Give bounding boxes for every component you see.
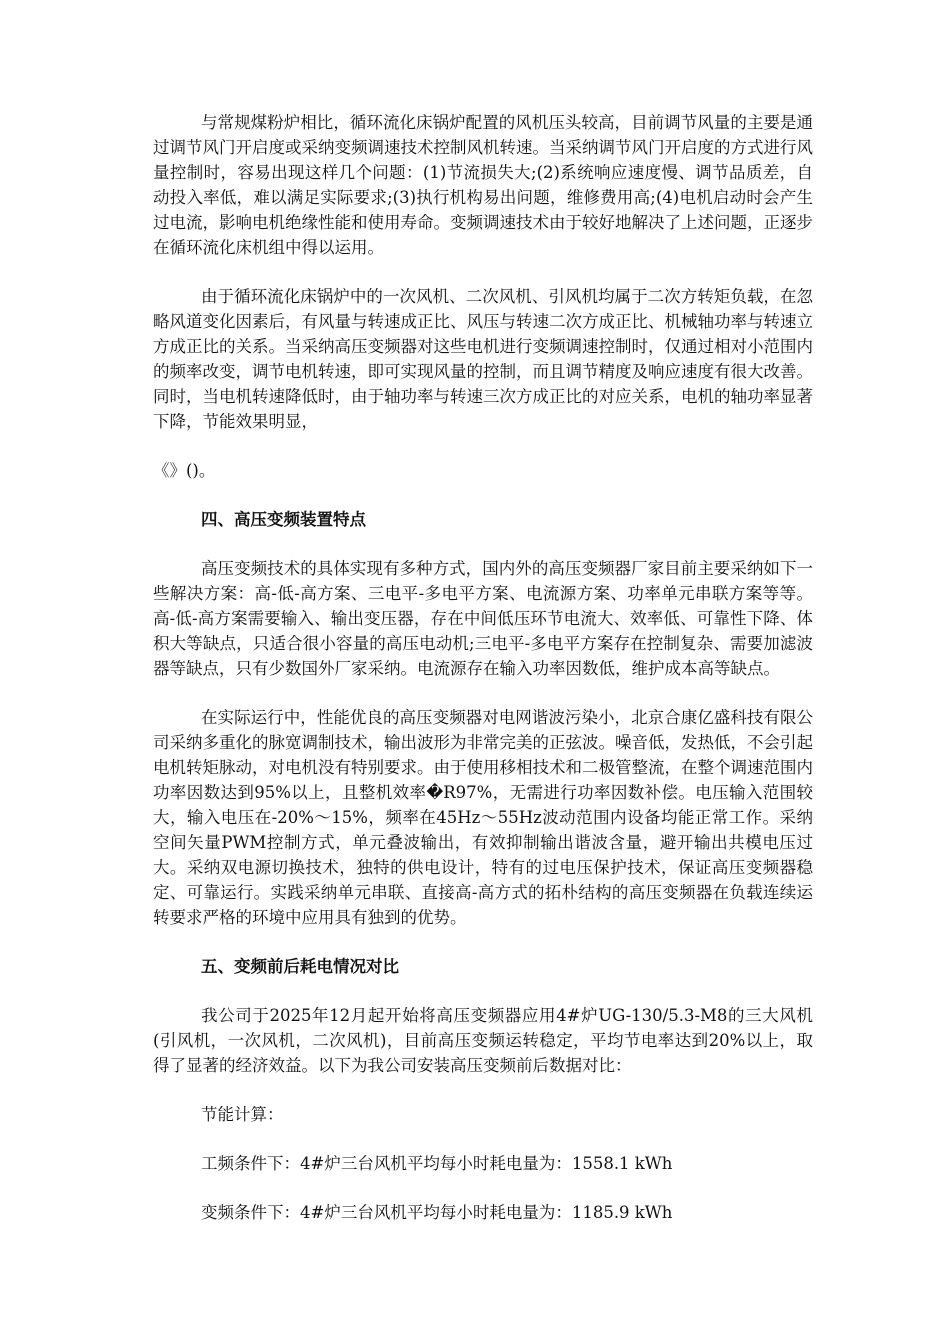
paragraph-solutions: 高压变频技术的具体实现有多种方式，国内外的高压变频器厂家目前主要采纳如下一些解决方案：高-低-高方案、三电平-多电平方案、电流源方案、功率单元串联方案等等。高-低-高方案需要输入、输出变压器，存在中间低压环节电流大、效率低、可靠性下降、体积大等缺点，只适合很小容量的高压电动机;三电平-多电平方案存在控制复杂、需要加滤波器等缺点，只有少数国外厂家采纳。电流源存在输入功率因数低，维护成本高等缺点。 [153,559,813,678]
paragraph-citation-marks: 《》()。 [153,461,216,480]
section-heading-power-comparison: 五、变频前后耗电情况对比 [201,957,399,976]
paragraph-company-application: 我公司于2025年12月起开始将高压变频器应用4#炉UG-130/5.3-M8的三大风机(引风机，一次风机，二次风机)，目前高压变频运转稳定，平均节电率达到20%以上，取得了显著的经济效益。以下为我公司安装高压变频前后数据对比： [153,1006,813,1075]
energy-calculation-label: 节能计算： [201,1105,284,1124]
document-body [153,110,813,1249]
paragraph-torque-load: 由于循环流化床锅炉中的一次风机、二次风机、引风机均属于二次方转矩负载，在忽略风道变化因素后，有风量与转速成正比、风压与转速二次方成正比、机械轴功率与转速立方成正比的关系。当采纳高压变频器对这些电机进行变频调速控制时，仅通过相对小范围内的频率改变，调节电机转速，即可实现风量的控制，而且调节精度及响应速度有很大改善。同时，当电机转速降低时，由于轴功率与转速三次方成正比的对应关系，电机的轴功率显著下降，节能效果明显， [153,287,813,431]
section-heading-device-features: 四、高压变频装置特点 [201,510,366,529]
paragraph-fan-comparison: 与常规煤粉炉相比，循环流化床锅炉配置的风机压头较高，目前调节风量的主要是通过调节风门开启度或采纳变频调速技术控制风机转速。当采纳调节风门开启度的方式进行风量控制时，容易出现这样几个问题：(1)节流损失大;(2)系统响应速度慢、调节品质差，自动投入率低，难以满足实际要求;(3)执行机构易出问题，维修费用高;(4)电机启动时会产生过电流，影响电机绝缘性能和使用寿命。变频调速技术由于较好地解决了上述问题，正逐步在循环流化床机组中得以运用。 [153,113,813,257]
power-frequency-consumption: 工频条件下：4#炉三台风机平均每小时耗电量为：1558.1 kWh [201,1154,673,1173]
paragraph-operation: 在实际运行中，性能优良的高压变频器对电网谐波污染小，北京合康亿盛科技有限公司采纳多重化的脉宽调制技术，输出波形为非常完美的正弦波。噪音低，发热低，不会引起电机转矩脉动，对电机没有特别要求。由于使用移相技术和二极管整流，在整个调速范围内功率因数达到95%以上，且整机效率�R97%，无需进行功率因数补偿。电压输入范围较大，输入电压在-20%～15%，频率在45Hz～55Hz波动范围内设备均能正常工作。采纳空间矢量PWM控制方式，单元叠波输出，有效抑制输出谐波含量，避开输出共模电压过大。采纳双电源切换技术，独特的供电设计，特有的过电压保护技术，保证高压变频器稳定、可靠运行。实践采纳单元串联、直接高-高方式的拓朴结构的高压变频器在负载连续运转要求严格的环境中应用具有独到的优势。 [153,708,813,927]
variable-frequency-consumption: 变频条件下：4#炉三台风机平均每小时耗电量为：1185.9 kWh [201,1203,673,1222]
